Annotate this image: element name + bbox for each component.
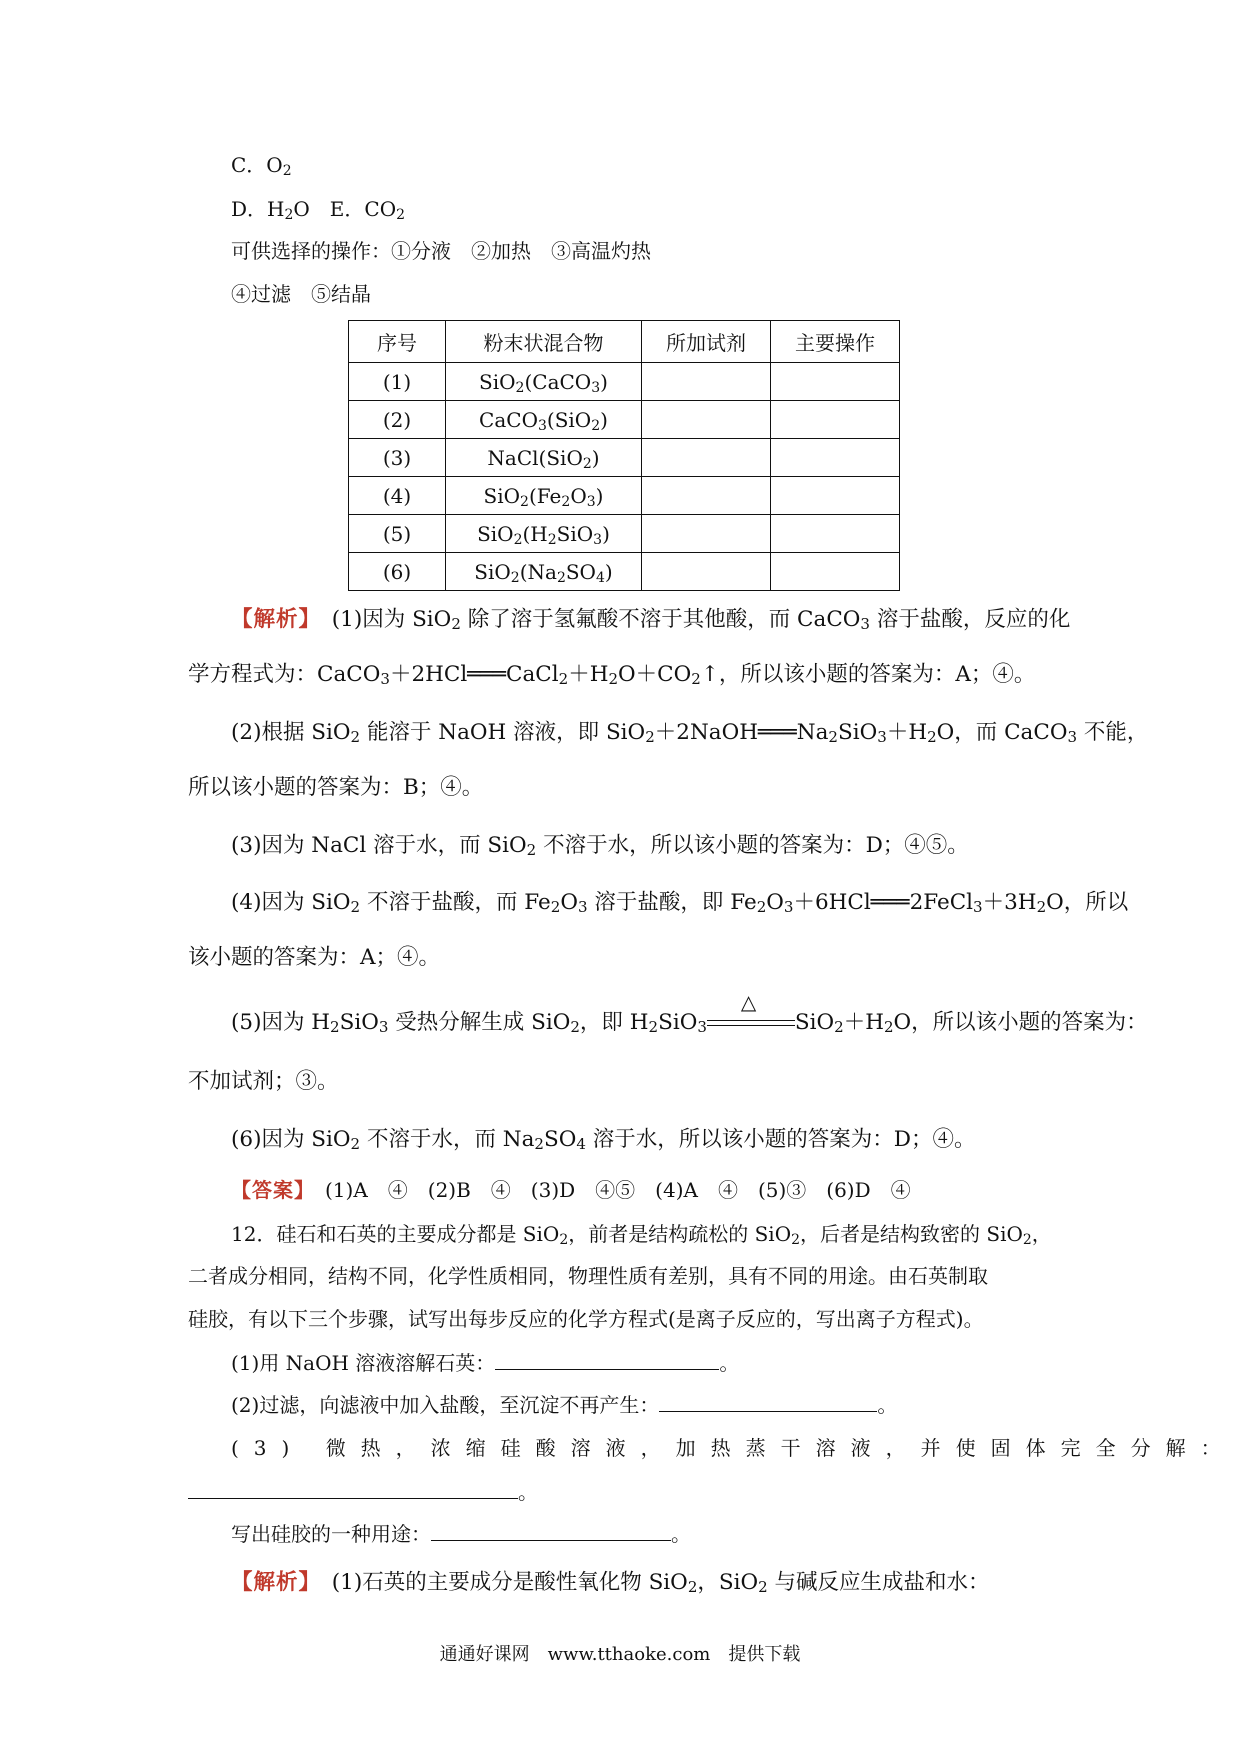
analysis-para-1b: 学方程式为：$CaCO_3+2HCl═══CaCl_2+H_2O+CO_2↑$，所以该小题的答案为：A；④。 [188,662,1036,688]
row-mixture: NaCl(SiO$_2$) [446,439,642,477]
triangle-heat-symbol: △ [740,990,757,1014]
row-operation [771,477,900,515]
header-cell: 序号 [349,321,446,363]
mixture-table [348,320,900,591]
table-row [349,477,900,515]
page-footer: 通通好课网 www.tthaoke.com 提供下载 [439,1644,801,1665]
row-operation [771,439,900,477]
table-row [349,515,900,553]
answer-blank-3[interactable] [188,1480,518,1499]
analysis-para-4b: 该小题的答案为：A；④。 [188,945,441,970]
analysis-para-2a: (2)根据 SiO$_2$ 能溶于 NaOH 溶液，即 $SiO_2+2NaOH═══Na_2SiO_3+H_2O$，而 CaCO$_3$ 不能， [231,720,1149,746]
row-mixture: $SiO_2(Na_2SO_4)$ [446,553,642,591]
row-number: (1) [349,363,446,401]
operations-line-2: ④过滤 ⑤结晶 [231,282,371,306]
analysis-para-6: (6)因为 SiO$_2$ 不溶于水，而 $Na_2SO_4$ 溶于水，所以该小题的答案为：D；④。 [231,1127,976,1153]
row-reagent [642,553,771,591]
option-c: C．$O_2$ [231,153,292,179]
header-cell: 所加试剂 [642,321,771,363]
row-mixture: $SiO_2(H_2SiO_3)$ [446,515,642,553]
answer-text: (1)A ④ (2)B ④ (3)D ④⑤ (4)A ④ (5)③ (6)D ④ [325,1178,911,1202]
analysis-para-5a: (5)因为 $H_2SiO_3$ 受热分解生成 SiO$_2$，即 $H_2SiO_3$ △ $SiO_2+H_2O$，所以该小题的答案为： [231,990,1148,1036]
operations-line-1: 可供选择的操作：①分液 ②加热 ③高温灼热 [231,239,651,263]
table-row [349,553,900,591]
analysis-para-2b: 所以该小题的答案为：B；④。 [188,775,484,800]
row-number: (2) [349,401,446,439]
analysis2-line: 【解析】 (1)石英的主要成分是酸性氧化物 SiO$_2$，SiO$_2$ 与碱反应生成盐和水： [231,1570,990,1596]
table-row [349,401,900,439]
option-d-e: D．$H_2O$ E．$CO_2$ [231,197,406,223]
row-reagent [642,477,771,515]
q12-step-2: (2)过滤，向滤液中加入盐酸，至沉淀不再产生： 。 [231,1393,898,1417]
row-reagent [642,401,771,439]
row-operation [771,553,900,591]
row-mixture: $SiO_2(Fe_2O_3)$ [446,477,642,515]
heat-reaction-sign [707,990,795,1035]
analysis-label: 【解析】 [231,607,311,632]
q12-use: 写出硅胶的一种用途： 。 [231,1522,691,1546]
row-number: (6) [349,553,446,591]
row-operation [771,515,900,553]
table-row [349,439,900,477]
analysis-para-3: (3)因为 NaCl 溶于水，而 SiO$_2$ 不溶于水，所以该小题的答案为：D；④⑤。 [231,833,969,859]
header-cell: 主要操作 [771,321,900,363]
answer-blank-2[interactable] [659,1393,877,1412]
row-mixture: CaCO$_3$(SiO$_2$) [446,401,642,439]
row-number: (4) [349,477,446,515]
row-reagent [642,363,771,401]
header-cell: 粉末状混合物 [446,321,642,363]
q12-step-1: (1)用 NaOH 溶液溶解石英： 。 [231,1351,740,1375]
row-reagent [642,439,771,477]
analysis-para-5b: 不加试剂；③。 [188,1069,339,1094]
analysis-para-1a: 【解析】 (1)因为 SiO$_2$ 除了溶于氢氟酸不溶于其他酸，而 CaCO$_3$ 溶于盐酸，反应的化 [231,607,1071,633]
row-number: (5) [349,515,446,553]
answer-line [231,1178,911,1202]
answer-label: 【答案】 [231,1178,305,1202]
answer-blank-4[interactable] [431,1522,671,1541]
row-operation [771,363,900,401]
q12-step-3-blank-line: 。 [188,1480,538,1504]
row-number: (3) [349,439,446,477]
q12-line-3: 硅胶，有以下三个步骤，试写出每步反应的化学方程式(是离子反应的，写出离子方程式)。 [188,1307,984,1331]
q12-step-3: (3) 微热，浓缩硅酸溶液，加热蒸干溶液，并使固体完全分解： [231,1436,1236,1460]
table-header-row [349,321,900,363]
row-reagent [642,515,771,553]
answer-blank-1[interactable] [495,1351,719,1370]
q12-line-2: 二者成分相同，结构不同，化学性质相同，物理性质有差别，具有不同的用途。由石英制取 [188,1264,988,1288]
table-row [349,363,900,401]
analysis2-label: 【解析】 [231,1570,311,1595]
q12-line-1: 12．硅石和石英的主要成分都是 SiO$_2$，前者是结构疏松的 SiO$_2$，后者是结构致密的 SiO$_2$， [231,1222,1052,1248]
analysis-para-4a: (4)因为 SiO$_2$ 不溶于盐酸，而 $Fe_2O_3$ 溶于盐酸，即 $Fe_2O_3+6HCl═══2FeCl_3+3H_2O$，所以 [231,890,1129,916]
row-operation [771,401,900,439]
row-mixture: SiO$_2$(CaCO$_3$) [446,363,642,401]
